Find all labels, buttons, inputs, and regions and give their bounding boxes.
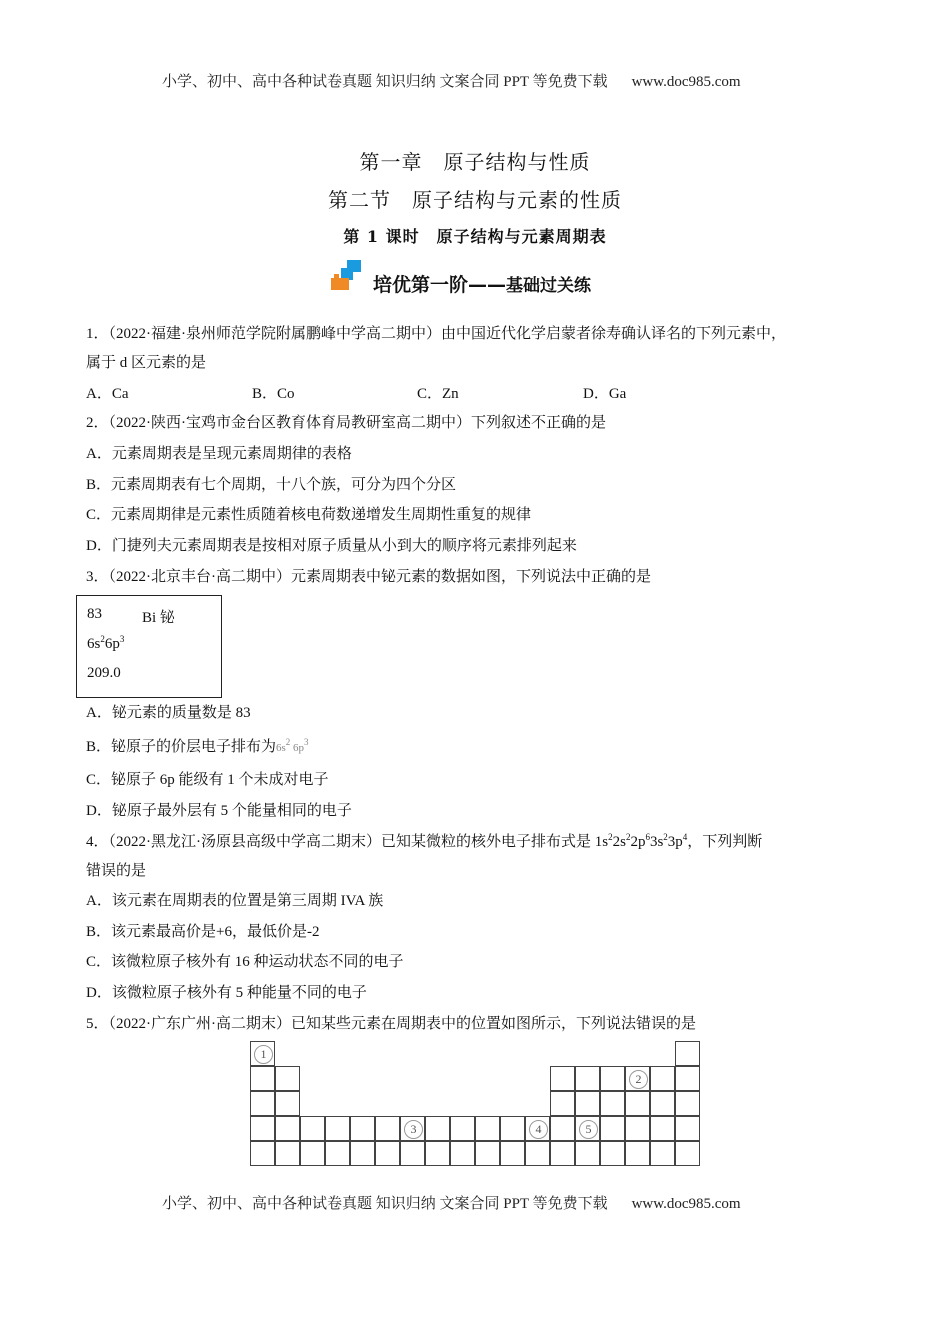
q1-option-b[interactable]: B．Co bbox=[252, 386, 295, 402]
stairs-badge-icon bbox=[329, 258, 369, 292]
element-marker: 5 bbox=[579, 1120, 598, 1139]
periodic-cell bbox=[450, 1116, 475, 1141]
q4-option-d[interactable]: D．该微粒原子核外有 5 种能量不同的电子 bbox=[86, 985, 367, 1001]
q1-option-a[interactable]: A．Ca bbox=[86, 386, 129, 402]
periodic-cell bbox=[550, 1116, 575, 1141]
periodic-cell bbox=[625, 1141, 650, 1166]
stage-sub: 基础过关练 bbox=[506, 276, 592, 296]
footer-text: 小学、初中、高中各种试卷真题 知识归纳 文案合同 PPT 等免费下载 bbox=[162, 1196, 608, 1212]
periodic-cell bbox=[425, 1141, 450, 1166]
periodic-cell bbox=[275, 1141, 300, 1166]
periodic-cell bbox=[250, 1066, 275, 1091]
periodic-cell bbox=[275, 1066, 300, 1091]
option-b-formula: $6s^2$ $6p^3$ bbox=[276, 737, 309, 754]
q4-stem-line2: 错误的是 bbox=[86, 863, 147, 879]
periodic-cell bbox=[250, 1091, 275, 1116]
lesson-title: 第 1 课时 原子结构与元素周期表 bbox=[343, 227, 607, 246]
q4-option-b[interactable]: B．该元素最高价是+6，最低价是-2 bbox=[86, 924, 320, 940]
periodic-cell bbox=[650, 1116, 675, 1141]
periodic-cell bbox=[550, 1141, 575, 1166]
element-marker: 4 bbox=[529, 1120, 548, 1139]
periodic-cell bbox=[675, 1041, 700, 1066]
periodic-cell bbox=[250, 1041, 275, 1066]
q1-option-c[interactable]: C．Zn bbox=[417, 386, 459, 402]
chapter-title: 第一章 原子结构与性质 bbox=[359, 150, 591, 174]
stage-heading bbox=[373, 270, 591, 297]
q3-option-b[interactable]: B．铋原子的价层电子排布为$6s^2$ $6p^3$ bbox=[86, 737, 309, 755]
q3-option-a[interactable]: A．铋元素的质量数是 83 bbox=[86, 705, 251, 721]
q2-stem: 2．（2022·陕西·宝鸡市金台区教育体育局教研室高二期中）下列叙述不正确的是 bbox=[86, 415, 606, 431]
periodic-cell bbox=[675, 1091, 700, 1116]
periodic-cell bbox=[675, 1066, 700, 1091]
periodic-cell bbox=[375, 1141, 400, 1166]
periodic-cell bbox=[400, 1141, 425, 1166]
q2-option-a[interactable]: A．元素周期表是呈现元素周期律的表格 bbox=[86, 446, 352, 462]
periodic-cell bbox=[475, 1141, 500, 1166]
q5-stem: 5．（2022·广东广州·高二期末）已知某些元素在周期表中的位置如图所示，下列说法错误的是 bbox=[86, 1016, 696, 1032]
periodic-cell bbox=[275, 1091, 300, 1116]
periodic-cell bbox=[400, 1116, 425, 1141]
q3-option-c[interactable]: C．铋原子 6p 能级有 1 个未成对电子 bbox=[86, 772, 329, 788]
periodic-cell bbox=[350, 1116, 375, 1141]
header-text: 小学、初中、高中各种试卷真题 知识归纳 文案合同 PPT 等免费下载 bbox=[162, 74, 608, 90]
q2-option-d[interactable]: D．门捷列夫元素周期表是按相对原子质量从小到大的顺序将元素排列起来 bbox=[86, 538, 577, 554]
atomic-mass: 209.0 bbox=[87, 665, 121, 681]
periodic-cell bbox=[625, 1116, 650, 1141]
periodic-cell bbox=[575, 1141, 600, 1166]
stage-dash: —— bbox=[468, 274, 507, 296]
periodic-cell bbox=[575, 1066, 600, 1091]
footer-url[interactable]: www.doc985.com bbox=[631, 1196, 741, 1212]
periodic-cell bbox=[475, 1116, 500, 1141]
element-marker: 3 bbox=[404, 1120, 423, 1139]
periodic-cell bbox=[625, 1091, 650, 1116]
electron-config: $6s^26p^3$ bbox=[87, 634, 125, 652]
section-title: 第二节 原子结构与元素的性质 bbox=[328, 188, 622, 212]
q2-option-b[interactable]: B．元素周期表有七个周期，十八个族，可分为四个分区 bbox=[86, 477, 457, 493]
periodic-cell bbox=[600, 1141, 625, 1166]
periodic-cell bbox=[375, 1116, 400, 1141]
periodic-cell bbox=[325, 1141, 350, 1166]
atomic-number: 83 bbox=[87, 606, 102, 622]
periodic-cell bbox=[575, 1091, 600, 1116]
periodic-cell bbox=[625, 1066, 650, 1091]
periodic-cell bbox=[250, 1141, 275, 1166]
q4-stem-line1: 4．（2022·黑龙江·汤原县高级中学高二期末）已知某微粒的核外电子排布式是 $1s^22s^22p^63s^23p^4$，下列判断 bbox=[86, 832, 763, 850]
periodic-cell bbox=[675, 1141, 700, 1166]
periodic-cell bbox=[650, 1141, 675, 1166]
periodic-cell bbox=[550, 1066, 575, 1091]
periodic-cell bbox=[650, 1091, 675, 1116]
periodic-cell bbox=[250, 1116, 275, 1141]
periodic-cell bbox=[275, 1116, 300, 1141]
element-symbol: Bi 铋 bbox=[142, 610, 175, 626]
periodic-cell bbox=[550, 1091, 575, 1116]
bismuth-element-card bbox=[76, 595, 222, 698]
periodic-cell bbox=[500, 1141, 525, 1166]
periodic-cell bbox=[575, 1116, 600, 1141]
periodic-cell bbox=[600, 1116, 625, 1141]
q2-option-c[interactable]: C．元素周期律是元素性质随着核电荷数递增发生周期性重复的规律 bbox=[86, 507, 532, 523]
periodic-cell bbox=[650, 1066, 675, 1091]
q1-stem-line1: 1．（2022·福建·泉州师范学院附属鹏峰中学高二期中）由中国近代化学启蒙者徐寿确认译名的下列元素中， bbox=[86, 326, 786, 342]
electron-config-formula: $1s^22s^22p^63s^23p^4$ bbox=[594, 832, 688, 850]
periodic-cell bbox=[500, 1116, 525, 1141]
periodic-cell bbox=[525, 1116, 550, 1141]
q1-option-d[interactable]: D．Ga bbox=[583, 386, 627, 402]
element-marker: 1 bbox=[254, 1045, 273, 1064]
page-footer bbox=[162, 1192, 741, 1213]
q4-option-a[interactable]: A．该元素在周期表的位置是第三周期 IVA 族 bbox=[86, 893, 384, 909]
periodic-cell bbox=[600, 1066, 625, 1091]
stage-main: 培优第一阶 bbox=[373, 274, 469, 296]
page-header bbox=[162, 70, 741, 91]
q3-option-d[interactable]: D．铋原子最外层有 5 个能量相同的电子 bbox=[86, 803, 352, 819]
periodic-cell bbox=[350, 1141, 375, 1166]
q4-option-c[interactable]: C．该微粒原子核外有 16 种运动状态不同的电子 bbox=[86, 954, 404, 970]
header-url[interactable]: www.doc985.com bbox=[631, 74, 741, 90]
periodic-cell bbox=[325, 1116, 350, 1141]
periodic-cell bbox=[600, 1091, 625, 1116]
periodic-cell bbox=[300, 1141, 325, 1166]
periodic-cell bbox=[525, 1141, 550, 1166]
q3-stem: 3．（2022·北京丰台·高二期中）元素周期表中铋元素的数据如图，下列说法中正确的是 bbox=[86, 569, 651, 585]
periodic-cell bbox=[675, 1116, 700, 1141]
periodic-cell bbox=[300, 1116, 325, 1141]
periodic-cell bbox=[425, 1116, 450, 1141]
q1-stem-line2: 属于 d 区元素的是 bbox=[86, 355, 207, 371]
periodic-cell bbox=[450, 1141, 475, 1166]
element-marker: 2 bbox=[629, 1070, 648, 1089]
